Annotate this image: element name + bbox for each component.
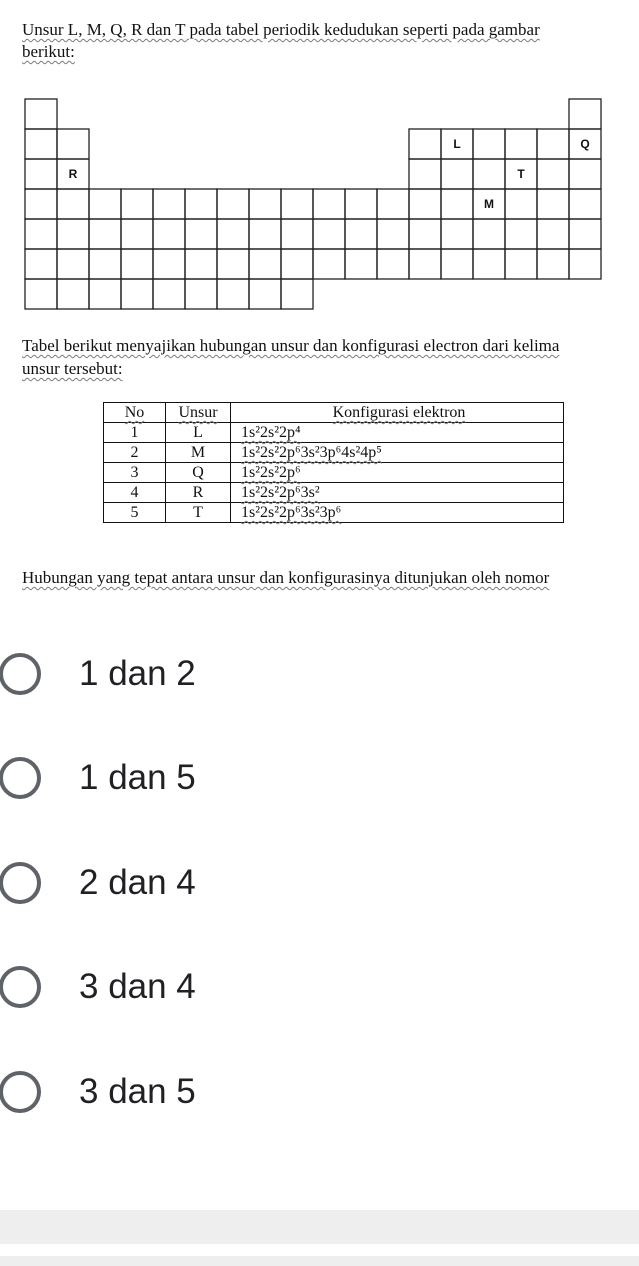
periodic-table-cell [505, 249, 537, 279]
header-konfigurasi: Konfigurasi elektron [231, 403, 564, 423]
periodic-table-cell [217, 189, 249, 219]
periodic-table-cell [249, 189, 281, 219]
periodic-table-cell [185, 249, 217, 279]
periodic-table-cell [313, 219, 345, 249]
periodic-table-figure [24, 96, 604, 311]
periodic-table-cell [569, 249, 601, 279]
row-konfigurasi: 1s²2s²2p⁴ [231, 423, 564, 443]
row-unsur: L [166, 423, 231, 443]
periodic-table-cell [409, 129, 441, 159]
table-intro-line2: unsur tersebut: [22, 359, 123, 378]
periodic-table-cell [217, 249, 249, 279]
option-label: 3 dan 4 [79, 967, 196, 1006]
option-label: 2 dan 4 [79, 863, 196, 902]
periodic-table-cell [185, 279, 217, 309]
configuration-table-header [104, 403, 564, 423]
row-konfigurasi: 1s²2s²2p⁶3s²3p⁶4s²4p⁵ [231, 443, 564, 463]
option-label: 1 dan 2 [79, 654, 196, 693]
periodic-table-cell [569, 159, 601, 189]
periodic-table-cell [409, 219, 441, 249]
periodic-table-cell [409, 159, 441, 189]
periodic-table-cell [377, 189, 409, 219]
periodic-table-cell [185, 189, 217, 219]
periodic-table-cell [25, 99, 57, 129]
periodic-table-cell [313, 189, 345, 219]
periodic-table-grid [24, 96, 604, 311]
periodic-table-cell [281, 279, 313, 309]
element-label-M: M [484, 197, 494, 211]
periodic-table-cell [569, 189, 601, 219]
question-intro [22, 19, 639, 63]
periodic-table-cell [537, 189, 569, 219]
periodic-table-cell [89, 189, 121, 219]
periodic-table-cell [153, 249, 185, 279]
periodic-table-cell [25, 219, 57, 249]
periodic-table-cell [441, 249, 473, 279]
periodic-table-cell [185, 219, 217, 249]
periodic-table-cell [409, 249, 441, 279]
periodic-table-cell [25, 249, 57, 279]
table-row [104, 503, 564, 523]
table-row [104, 483, 564, 503]
periodic-table-cell [345, 249, 377, 279]
periodic-table-cell [505, 219, 537, 249]
header-unsur: Unsur [166, 403, 231, 423]
row-no: 4 [104, 483, 166, 503]
periodic-table-cell [537, 159, 569, 189]
periodic-table-cell [505, 129, 537, 159]
periodic-table-cell [569, 99, 601, 129]
radio-button-icon[interactable] [0, 862, 41, 904]
periodic-table-cell [25, 189, 57, 219]
option-label: 3 dan 5 [79, 1072, 196, 1111]
periodic-table-cell [121, 189, 153, 219]
row-konfigurasi: 1s²2s²2p⁶3s²3p⁶ [231, 503, 564, 523]
periodic-table-cell [121, 279, 153, 309]
radio-button-icon[interactable] [0, 1071, 41, 1113]
periodic-table-cell [281, 189, 313, 219]
periodic-table-cell [153, 279, 185, 309]
periodic-table-cell [409, 189, 441, 219]
periodic-table-cell [249, 219, 281, 249]
periodic-table-cell [57, 219, 89, 249]
periodic-table-cell [25, 129, 57, 159]
periodic-table-cell [121, 219, 153, 249]
element-label-R: R [68, 167, 78, 181]
table-intro-line1: Tabel berikut menyajikan hubungan unsur dan konfigurasi electron dari kelima [22, 336, 560, 355]
header-no: No [104, 403, 166, 423]
periodic-table-cell [537, 249, 569, 279]
periodic-table-cell [473, 249, 505, 279]
periodic-table-cell [441, 159, 473, 189]
periodic-table-cell [569, 219, 601, 249]
option-3-dan-4[interactable] [0, 957, 639, 1017]
element-label-Q: Q [580, 137, 590, 151]
periodic-table-cell [473, 159, 505, 189]
periodic-table-cell [121, 249, 153, 279]
option-1-dan-2[interactable] [0, 644, 639, 704]
radio-button-icon[interactable] [0, 966, 41, 1008]
periodic-table-cell [89, 249, 121, 279]
option-2-dan-4[interactable] [0, 853, 639, 913]
row-no: 2 [104, 443, 166, 463]
periodic-table-cell [281, 219, 313, 249]
periodic-table-cell [345, 219, 377, 249]
table-intro [22, 334, 559, 380]
element-label-T: T [517, 167, 525, 181]
periodic-table-cell [217, 279, 249, 309]
footer-bar-bottom [0, 1256, 639, 1266]
row-no: 5 [104, 503, 166, 523]
row-unsur: R [166, 483, 231, 503]
periodic-table-cell [89, 279, 121, 309]
row-no: 3 [104, 463, 166, 483]
periodic-table-cell [377, 249, 409, 279]
radio-button-icon[interactable] [0, 653, 41, 695]
footer-bar [0, 1210, 639, 1244]
periodic-table-cell [505, 189, 537, 219]
periodic-table-cell [441, 219, 473, 249]
option-3-dan-5[interactable] [0, 1062, 639, 1122]
periodic-table-cell [57, 189, 89, 219]
question-intro-line1: Unsur L, M, Q, R dan T pada tabel periodik kedudukan seperti pada gambar [22, 20, 540, 39]
configuration-table [103, 402, 564, 523]
periodic-table-cell [249, 279, 281, 309]
row-konfigurasi: 1s²2s²2p⁶ [231, 463, 564, 483]
radio-button-icon[interactable] [0, 757, 41, 799]
row-unsur: T [166, 503, 231, 523]
periodic-table-cell [441, 189, 473, 219]
periodic-table-cell [25, 279, 57, 309]
periodic-table-cell [473, 129, 505, 159]
row-no: 1 [104, 423, 166, 443]
table-row [104, 423, 564, 443]
table-row [104, 443, 564, 463]
row-konfigurasi: 1s²2s²2p⁶3s² [231, 483, 564, 503]
periodic-table-cell [57, 249, 89, 279]
periodic-table-cell [217, 219, 249, 249]
periodic-table-cell [377, 219, 409, 249]
row-unsur: M [166, 443, 231, 463]
periodic-table-cell [57, 279, 89, 309]
periodic-table-cell [89, 219, 121, 249]
periodic-table-cell [153, 189, 185, 219]
table-row [104, 463, 564, 483]
periodic-table-cell [345, 189, 377, 219]
periodic-table-cell [249, 249, 281, 279]
periodic-table-cell [153, 219, 185, 249]
question-intro-line2: berikut: [22, 42, 75, 61]
question-prompt [22, 568, 549, 588]
periodic-table-cell [537, 129, 569, 159]
row-unsur: Q [166, 463, 231, 483]
periodic-table-cell [281, 249, 313, 279]
option-label: 1 dan 5 [79, 758, 196, 797]
option-1-dan-5[interactable] [0, 748, 639, 808]
question-prompt-text: Hubungan yang tepat antara unsur dan konfigurasinya ditunjukan oleh nomor [22, 568, 550, 587]
periodic-table-cell [537, 219, 569, 249]
periodic-table-cell [473, 219, 505, 249]
element-label-L: L [453, 137, 461, 151]
periodic-table-cell [57, 129, 89, 159]
periodic-table-cell [313, 249, 345, 279]
periodic-table-cell [25, 159, 57, 189]
